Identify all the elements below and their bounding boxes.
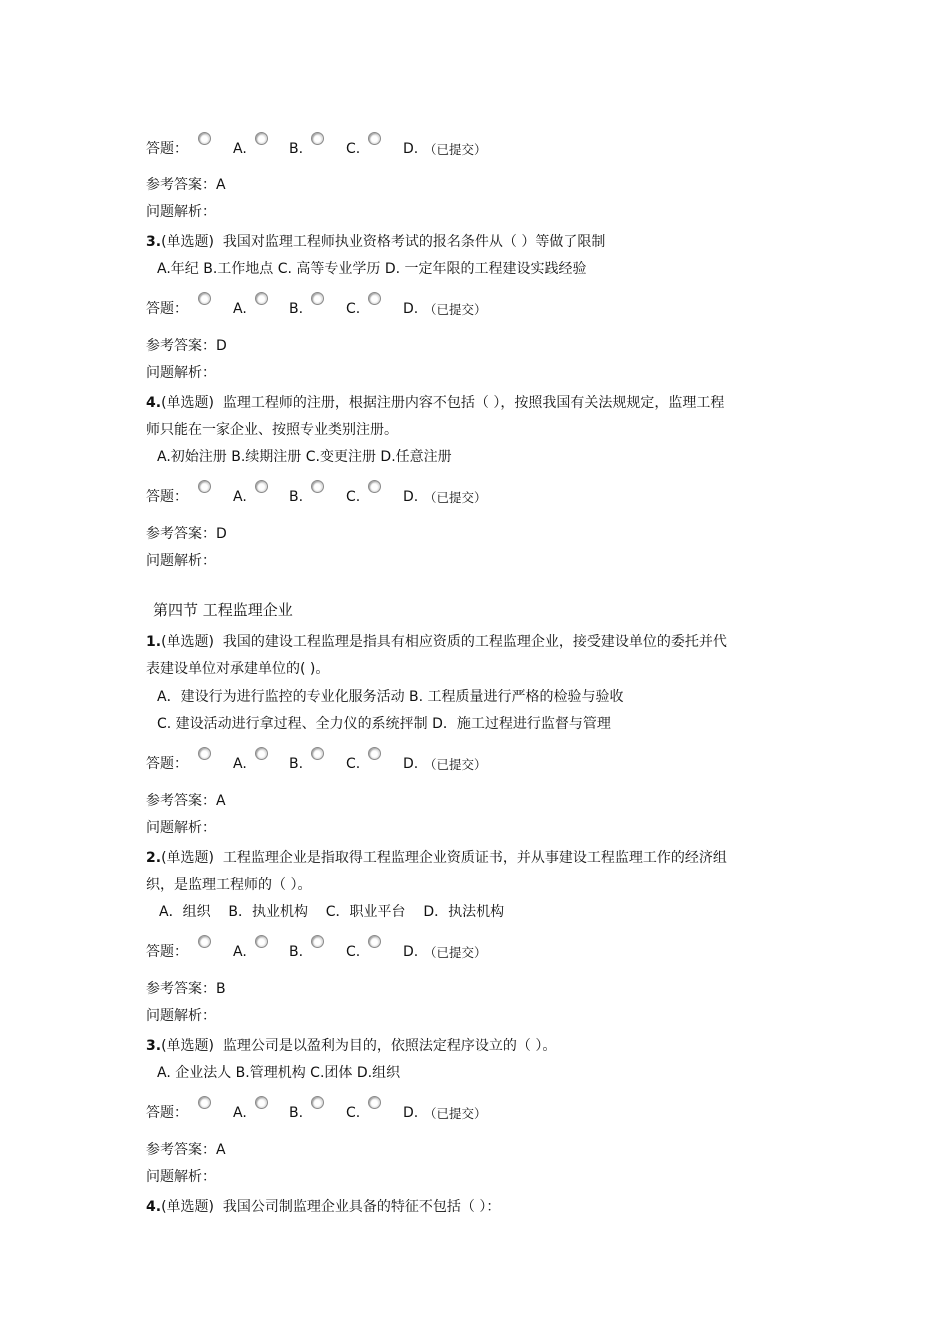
question-title [146,1037,556,1055]
question-text: 监理公司是以盈利为目的，依照法定程序设立的（ ）。 [222,1038,557,1054]
option-d-label: D. [403,944,419,960]
ref-answer-prefix: 参考答案： [146,177,216,193]
radio-option-b[interactable] [255,132,268,145]
radio-option-a[interactable] [198,292,211,305]
ref-answer-value: A [216,793,226,809]
question-title [146,633,727,651]
question-type: (单选题) [161,1038,214,1054]
option-d-label: D. [403,141,419,157]
radio-option-a[interactable] [198,935,211,948]
reference-answer [146,176,226,194]
radio-option-a[interactable] [198,132,211,145]
option-d-label: D. [403,489,419,505]
option-c-label: C. [346,1105,361,1121]
ref-answer-prefix: 参考答案： [146,526,216,542]
answer-label: 答题： [146,141,188,157]
ref-answer-value: D [216,338,227,354]
question-text-line2: 师只能在一家企业、按照专业类别注册。 [146,422,398,438]
question-options-line1: A．建设行为进行监控的专业化服务活动 B. 工程质量进行严格的检验与验收 [157,689,624,705]
option-a-label: A. [233,141,247,157]
answer-label: 答题： [146,301,188,317]
radio-option-c[interactable] [311,935,324,948]
question-text: 我国公司制监理企业具备的特征不包括（ ）： [222,1199,501,1215]
option-d-label: D. [403,1105,419,1121]
ref-answer-value: A [216,177,226,193]
question-options: A．组织 B．执业机构 C．职业平台 D．执法机构 [159,904,505,920]
radio-option-d[interactable] [368,292,381,305]
option-b-label: B. [289,1105,304,1121]
option-c-label: C. [346,756,361,772]
radio-option-c[interactable] [311,132,324,145]
submitted-status: （已提交） [424,945,487,960]
answer-label: 答题： [146,1105,188,1121]
option-b-label: B. [289,756,304,772]
radio-option-b[interactable] [255,935,268,948]
option-b-label: B. [289,301,304,317]
question-type: (单选题) [161,1199,214,1215]
submitted-status: （已提交） [424,142,487,157]
question-options: A.年纪 B.工作地点 C. 高等专业学历 D. 一定年限的工程建设实践经验 [157,261,587,277]
ref-answer-prefix: 参考答案： [146,1142,216,1158]
analysis-label: 问题解析： [146,1008,216,1024]
radio-option-c[interactable] [311,480,324,493]
ref-answer-value: A [216,1142,226,1158]
option-c-label: C. [346,944,361,960]
radio-option-d[interactable] [368,1096,381,1109]
question-title [146,394,724,412]
option-a-label: A. [233,301,247,317]
question-text-line1: 工程监理企业是指取得工程监理企业资质证书，并从事建设工程监理工作的经济组 [222,850,727,866]
ref-answer-prefix: 参考答案： [146,981,216,997]
question-number: 4. [146,1199,162,1215]
question-type: (单选题) [161,850,214,866]
question-number: 4. [146,395,162,411]
question-type: (单选题) [161,395,214,411]
section-title: 第四节 工程监理企业 [153,601,293,619]
reference-answer [146,525,227,543]
answer-label: 答题： [146,756,188,772]
question-type: (单选题) [161,634,214,650]
option-a-label: A. [233,944,247,960]
submitted-status: （已提交） [424,302,487,317]
analysis-label: 问题解析： [146,204,216,220]
analysis-label: 问题解析： [146,553,216,569]
reference-answer [146,337,227,355]
radio-option-a[interactable] [198,1096,211,1109]
radio-option-a[interactable] [198,480,211,493]
option-a-label: A. [233,756,247,772]
option-a-label: A. [233,1105,247,1121]
radio-option-d[interactable] [368,935,381,948]
question-text-line1: 我国的建设工程监理是指具有相应资质的工程监理企业，接受建设单位的委托并代 [222,634,727,650]
option-d-label: D. [403,301,419,317]
reference-answer [146,1141,226,1159]
question-number: 3. [146,1038,162,1054]
question-type: (单选题) [161,234,214,250]
ref-answer-prefix: 参考答案： [146,793,216,809]
ref-answer-value: D [216,526,227,542]
analysis-label: 问题解析： [146,365,216,381]
answer-label: 答题： [146,944,188,960]
radio-option-d[interactable] [368,747,381,760]
question-text-line1: 监理工程师的注册，根据注册内容不包括（ ），按照我国有关法规规定，监理工程 [222,395,725,411]
radio-option-a[interactable] [198,747,211,760]
option-b-label: B. [289,944,304,960]
reference-answer [146,980,226,998]
radio-option-c[interactable] [311,292,324,305]
question-options: A.初始注册 B.续期注册 C.变更注册 D.任意注册 [157,449,452,465]
radio-option-b[interactable] [255,1096,268,1109]
question-number: 3. [146,234,162,250]
question-text-line2: 织，是监理工程师的（ ）。 [146,877,312,893]
submitted-status: （已提交） [424,1106,487,1121]
radio-option-c[interactable] [311,747,324,760]
question-title [146,233,605,251]
radio-option-b[interactable] [255,480,268,493]
submitted-status: （已提交） [424,490,487,505]
reference-answer [146,792,226,810]
radio-option-b[interactable] [255,747,268,760]
option-d-label: D. [403,756,419,772]
option-c-label: C. [346,301,361,317]
radio-option-d[interactable] [368,480,381,493]
question-text-line2: 表建设单位对承建单位的( )。 [146,661,330,677]
question-number: 2. [146,850,162,866]
radio-option-b[interactable] [255,292,268,305]
radio-option-c[interactable] [311,1096,324,1109]
option-c-label: C. [346,141,361,157]
question-number: 1. [146,634,162,650]
radio-option-d[interactable] [368,132,381,145]
question-title [146,849,727,867]
question-title [146,1198,500,1216]
option-b-label: B. [289,489,304,505]
option-a-label: A. [233,489,247,505]
option-c-label: C. [346,489,361,505]
analysis-label: 问题解析： [146,820,216,836]
question-options: A. 企业法人 B.管理机构 C.团体 D.组织 [157,1065,401,1081]
option-b-label: B. [289,141,304,157]
question-options-line2: C. 建设活动进行拿过程、全力仪的系统抨制 D．施工过程进行监督与管理 [157,716,611,732]
answer-label: 答题： [146,489,188,505]
ref-answer-prefix: 参考答案： [146,338,216,354]
ref-answer-value: B [216,981,226,997]
submitted-status: （已提交） [424,757,487,772]
question-text: 我国对监理工程师执业资格考试的报名条件从（ ）等做了限制 [222,234,606,250]
analysis-label: 问题解析： [146,1169,216,1185]
